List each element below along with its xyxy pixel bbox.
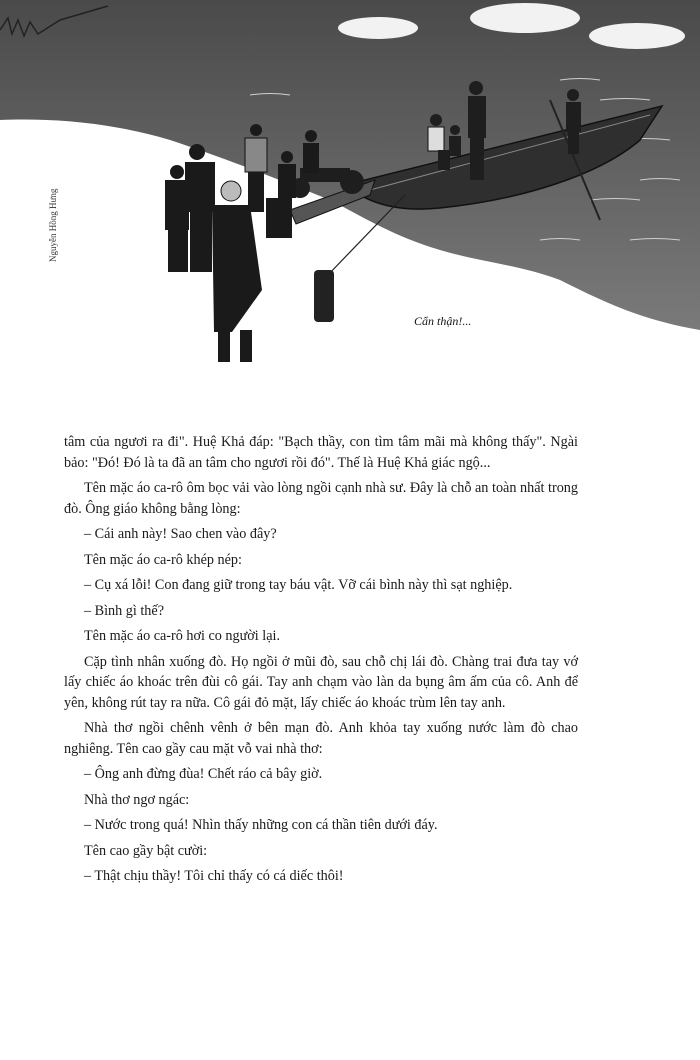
dialogue-line: – Thật chịu thầy! Tôi chỉ thấy có cá diếc thôi! [84, 868, 344, 884]
dialogue-line: – Nước trong quá! Nhìn thấy những con cá thần tiên dưới đáy. [84, 817, 438, 833]
paragraph: Tên cao gầy bật cười: [84, 842, 208, 859]
artist-credit: Nguyễn Hồng Hưng [48, 188, 58, 262]
paragraph: Cặp tình nhân xuống đò. Họ ngồi ở mũi đò, sau chỗ chị lái đò. Chàng trai đưa tay vớ lấy chiếc áo khoác trên đùi cô gái. Tay anh chạm vào làn da bụng âm ấm của cô. Anh để yên, không rút tay ra nữa. Cô gái đỏ mặt, lấy chiếc áo khoác trùm lên tay anh. [64, 653, 578, 711]
cloud-reflection [470, 3, 580, 33]
dialogue-line: – Ông anh đừng đùa! Chết ráo cả bây giờ. [84, 766, 323, 782]
dialogue-line: – Cái anh này! Sao chen vào đây? [84, 526, 277, 542]
paragraph: Tên mặc áo ca-rô hơi co người lại. [84, 628, 281, 644]
illustration-caption: Cẩn thận!... [414, 314, 472, 328]
paragraph: Nhà thơ ngơ ngác: [84, 791, 190, 808]
paragraph: Tên mặc áo ca-rô ôm bọc vải vào lòng ngồi cạnh nhà sư. Đây là chỗ an toàn nhất trong đò. Ông giáo không bằng lòng: [64, 480, 578, 517]
paragraph: Tên mặc áo ca-rô khép nép: [84, 551, 242, 568]
story-text [64, 432, 578, 892]
paragraph: Nhà thơ ngồi chênh vênh ở bên mạn đò. Anh khỏa tay xuống nước làm đò chao nghiêng. Tên cao gầy cau mặt vỗ vai nhà thơ: [64, 720, 578, 757]
paragraph: tâm của ngươi ra đi". Huệ Khả đáp: "Bạch thầy, con tìm tâm mãi mà không thấy". Ngài bảo: "Đó! Đó là ta đã an tâm cho ngươi rồi đó". Thế là Huệ Khả giác ngộ... [64, 434, 578, 471]
dialogue-line: – Bình gì thế? [84, 602, 164, 619]
cloud-reflection [589, 23, 685, 49]
cloud-reflection [338, 17, 418, 39]
mooring-post [314, 270, 334, 322]
illustration [0, 0, 700, 420]
dialogue-line: – Cụ xá lỗi! Con đang giữ trong tay báu vật. Vỡ cái bình này thì sạt nghiệp. [84, 577, 513, 593]
